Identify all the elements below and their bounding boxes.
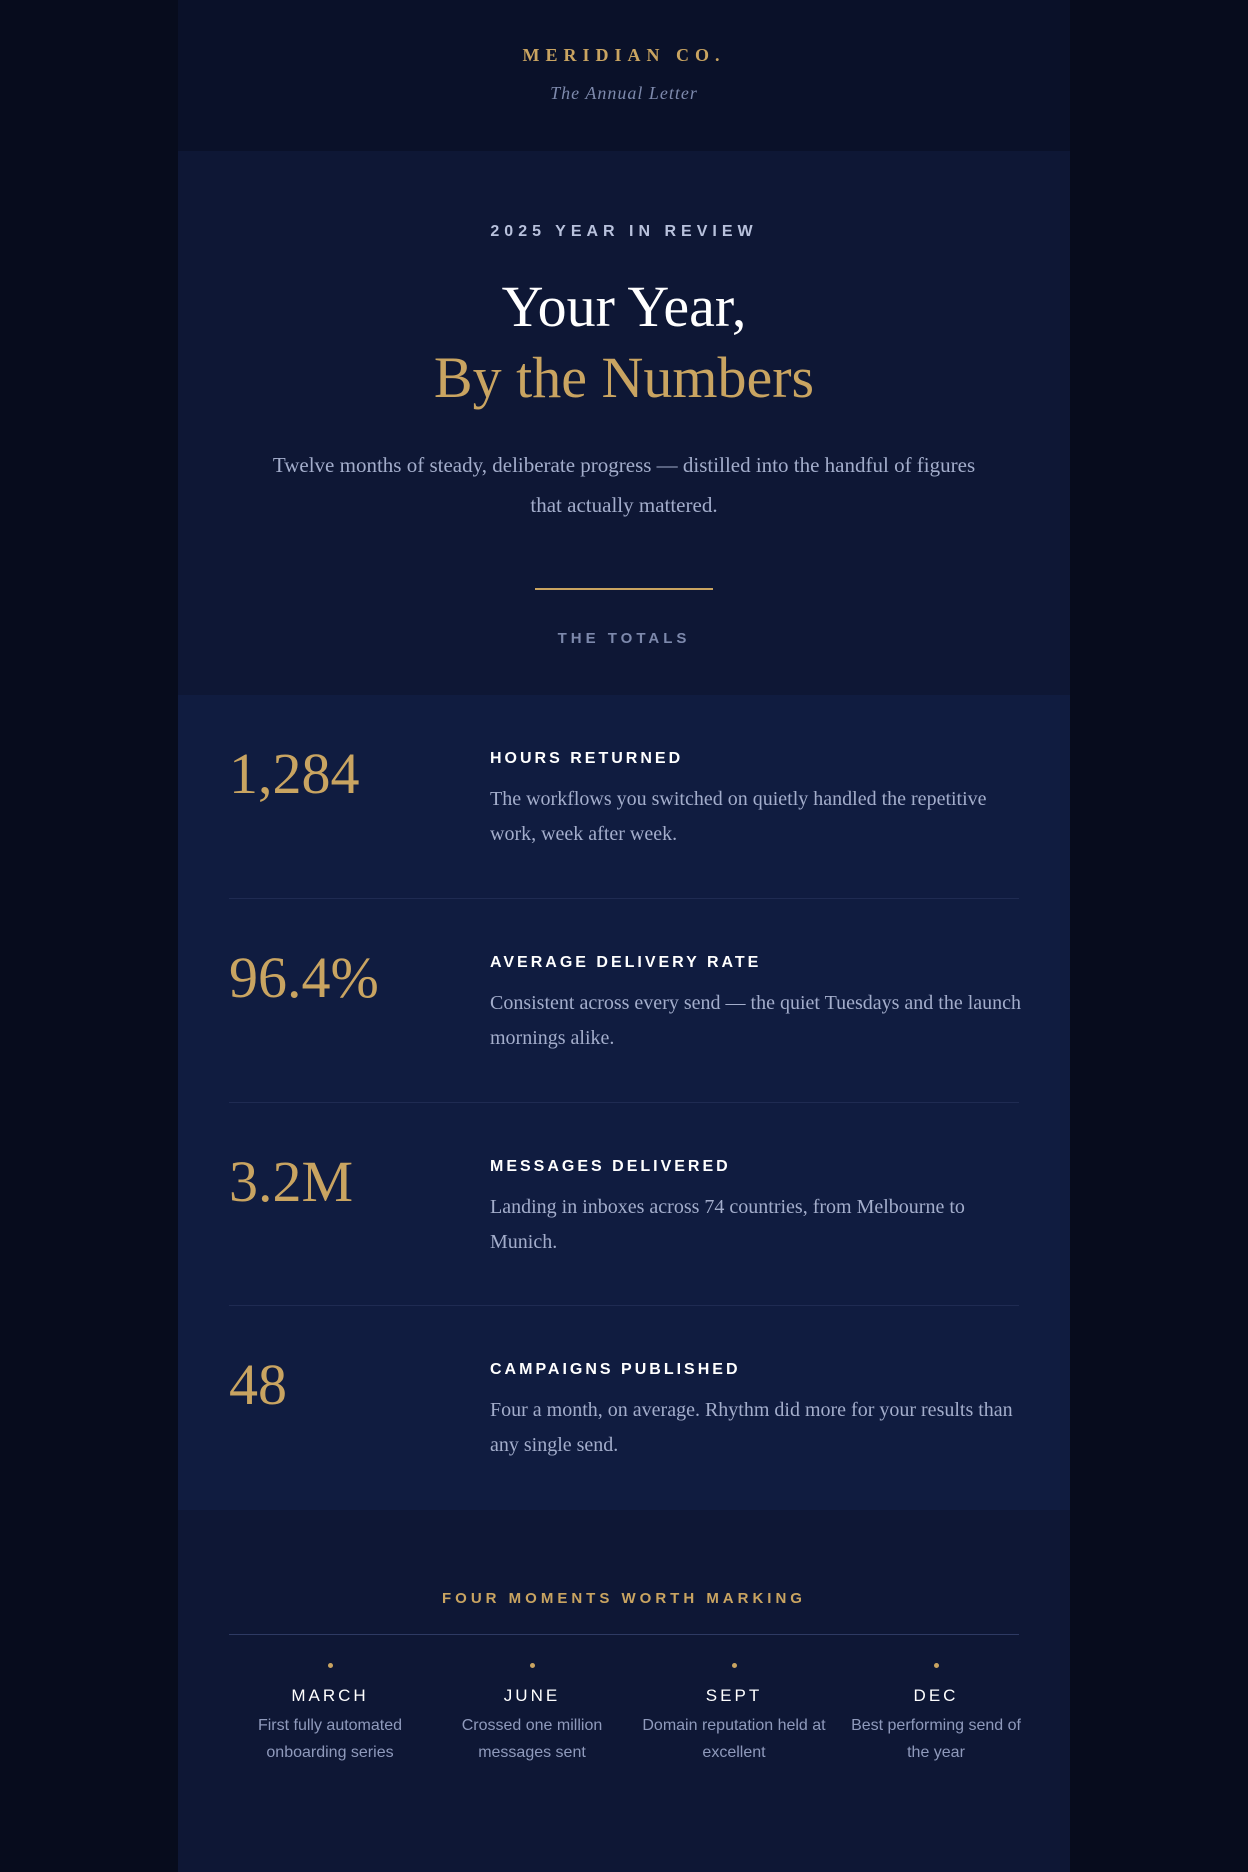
stat-value: 3.2M bbox=[229, 1149, 354, 1214]
moment-month: SEPT bbox=[705, 1686, 763, 1705]
moments-section bbox=[178, 1510, 1070, 1872]
stat-value: 1,284 bbox=[229, 741, 360, 806]
gold-divider bbox=[535, 588, 713, 590]
stat-title: MESSAGES DELIVERED bbox=[490, 1158, 731, 1175]
masthead bbox=[178, 0, 1070, 151]
headline-line-2: By the Numbers bbox=[433, 345, 815, 410]
moment-june bbox=[431, 1660, 633, 1766]
stat-row-hours-returned bbox=[178, 695, 1070, 898]
moment-march bbox=[229, 1660, 431, 1766]
moment-month: MARCH bbox=[291, 1686, 369, 1705]
stat-row-delivery-rate bbox=[178, 899, 1070, 1102]
hero-intro: Twelve months of steady, deliberate progress — distilled into the handful of figures that actually mattered. bbox=[272, 453, 976, 517]
hero-eyebrow: 2025 YEAR IN REVIEW bbox=[490, 223, 758, 240]
letter-tagline: The Annual Letter bbox=[550, 83, 698, 103]
stat-title: HOURS RETURNED bbox=[490, 750, 684, 767]
stats-section bbox=[178, 695, 1070, 1510]
moments-title: FOUR MOMENTS WORTH MARKING bbox=[442, 1590, 806, 1607]
stat-description: The workflows you switched on quietly handled the repetitive work, week after week. bbox=[490, 788, 987, 845]
stat-description: Landing in inboxes across 74 countries, from Melbourne to Munich. bbox=[490, 1196, 965, 1253]
stat-row-campaigns-published bbox=[178, 1306, 1070, 1509]
headline-line-1: Your Year, bbox=[501, 274, 747, 339]
moment-description: Domain reputation held at excellent bbox=[642, 1717, 826, 1761]
stat-value: 96.4% bbox=[229, 945, 379, 1010]
timeline-dot-icon bbox=[530, 1663, 535, 1668]
totals-label: THE TOTALS bbox=[557, 630, 691, 647]
moment-description: Crossed one million messages sent bbox=[461, 1717, 603, 1761]
timeline-dot-icon bbox=[934, 1663, 939, 1668]
timeline-dot-icon bbox=[328, 1663, 333, 1668]
moment-sept bbox=[633, 1660, 835, 1766]
hero-section bbox=[178, 151, 1070, 695]
moments-divider bbox=[229, 1634, 1019, 1635]
stat-row-messages-delivered bbox=[178, 1103, 1070, 1306]
email-column bbox=[178, 0, 1070, 1872]
moment-month: DEC bbox=[913, 1686, 959, 1705]
stat-value: 48 bbox=[229, 1352, 287, 1417]
brand-wordmark: MERIDIAN CO. bbox=[522, 45, 726, 65]
stat-title: CAMPAIGNS PUBLISHED bbox=[490, 1361, 741, 1378]
stat-title: AVERAGE DELIVERY RATE bbox=[490, 954, 762, 971]
moment-month: JUNE bbox=[503, 1686, 561, 1705]
moment-description: Best performing send of the year bbox=[851, 1717, 1021, 1761]
timeline-dot-icon bbox=[732, 1663, 737, 1668]
stat-description: Four a month, on average. Rhythm did more for your results than any single send. bbox=[490, 1399, 1013, 1456]
stat-description: Consistent across every send — the quiet Tuesdays and the launch mornings alike. bbox=[490, 992, 1022, 1049]
moment-description: First fully automated onboarding series bbox=[257, 1717, 403, 1761]
moment-dec bbox=[835, 1660, 1037, 1766]
